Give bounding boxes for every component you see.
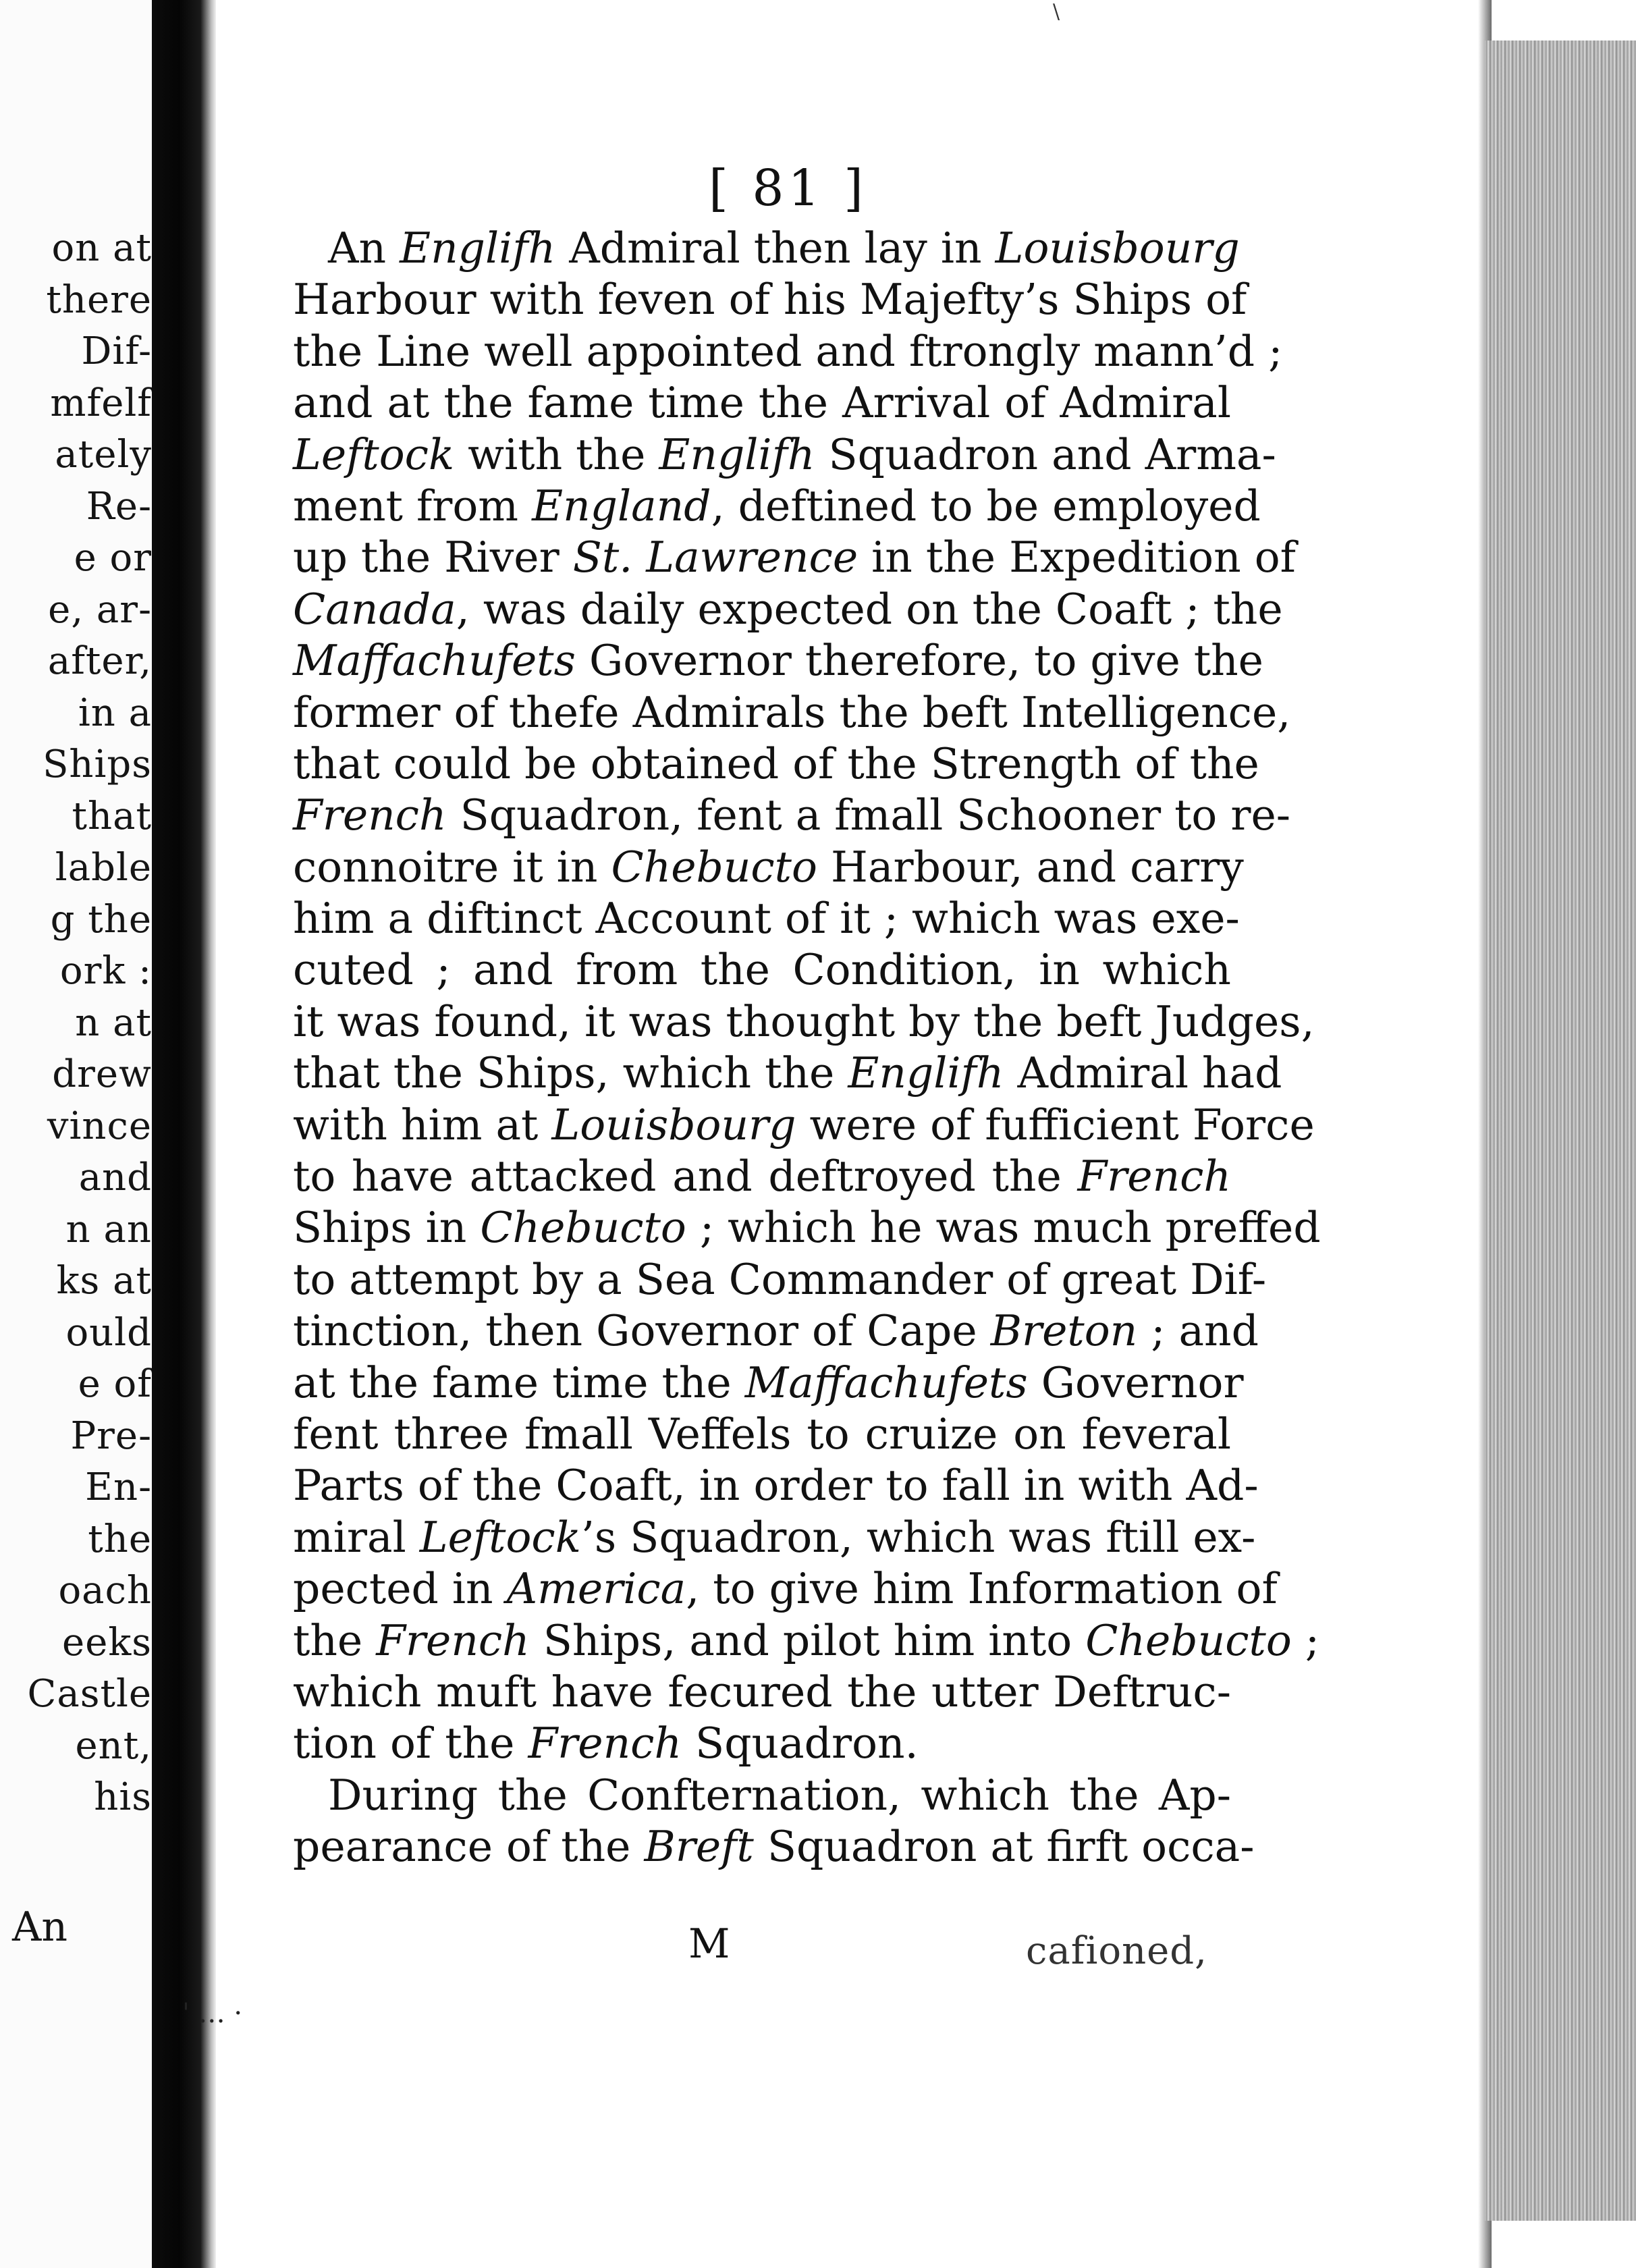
left-page-line: n at (75, 1000, 152, 1045)
page-stack-edge (1485, 40, 1636, 2221)
left-page-catchword: An (12, 1904, 67, 1951)
top-mark: \ (1053, 0, 1060, 24)
left-page-line: g the (50, 897, 152, 942)
left-page-line: oach (58, 1569, 152, 1613)
text-line: which muft have fecured the utter Deftruc- (293, 1667, 1231, 1717)
left-page-line: e or (74, 536, 152, 580)
left-page-line: e, ar- (48, 587, 152, 632)
text-line: and at the fame time the Arrival of Admiral (293, 378, 1231, 428)
text-line: tion of the French Squadron. (293, 1719, 919, 1769)
left-page-line: Re- (86, 484, 152, 529)
left-page-line: eeks (62, 1620, 152, 1665)
left-page-line: Pre- (70, 1413, 152, 1458)
text-line: fent three fmall Veffels to cruize on feveral (293, 1409, 1231, 1459)
left-page-line: ately (55, 433, 152, 477)
text-line: that could be obtained of the Strength of the (293, 738, 1259, 788)
left-page-line: ould (65, 1310, 152, 1355)
text-line: Leftock with the Englifh Squadron and Arma- (293, 429, 1276, 479)
left-page-line: e of (78, 1362, 152, 1406)
text-line: him a diftinct Account of it ; which was exe- (293, 894, 1240, 944)
left-page-line: that (72, 794, 152, 838)
text-line: Maffachufets Governor therefore, to give the (293, 636, 1263, 686)
left-page-line: vince (47, 1104, 152, 1148)
text-line: miral Leftock’s Squadron, which was ftill ex- (293, 1512, 1256, 1562)
text-line: Parts of the Coaft, in order to fall in with Ad- (293, 1461, 1259, 1511)
left-page-line: ks at (56, 1259, 152, 1303)
left-page-line: after, (47, 639, 152, 683)
catchword: cafioned, (1026, 1929, 1207, 1973)
left-page-line: mfelf (50, 381, 152, 425)
text-line: An Englifh Admiral then lay in Louisbourg (328, 223, 1240, 273)
text-line: at the fame time the Maffachufets Governor (293, 1357, 1244, 1407)
left-page-line: there (46, 277, 152, 322)
left-page-line: the (88, 1517, 152, 1561)
text-line: cuted ; and from the Condition, in which (293, 945, 1231, 995)
text-line: During the Confternation, which the Ap- (328, 1770, 1231, 1820)
text-line: the Line well appointed and ftrongly mann’d ; (293, 326, 1283, 376)
left-page-line: Dif- (81, 329, 152, 373)
text-line: up the River St. Lawrence in the Expedition of (293, 533, 1296, 583)
left-page-line: En- (85, 1465, 152, 1509)
book-gutter (152, 0, 216, 2268)
text-line: to have attacked and deftroyed the French (293, 1152, 1231, 1202)
left-page-line: ent, (75, 1723, 152, 1768)
left-page-text-edge (24, 223, 152, 1824)
text-line: former of thefe Admirals the beft Intelligence, (293, 687, 1291, 737)
text-line: that the Ships, which the Englifh Admiral had (293, 1048, 1282, 1098)
left-page-line: in a (78, 691, 152, 735)
text-line: with him at Louisbourg were of fufficient Force (293, 1100, 1315, 1150)
text-line: the French Ships, and pilot him into Chebucto (293, 1615, 1292, 1665)
left-page-line: n an (65, 1207, 152, 1251)
signature-mark: M (688, 1920, 730, 1968)
text-line: pearance of the Breft Squadron at firft occa- (293, 1822, 1255, 1872)
text-line: pected in America, to give him Information of (293, 1564, 1278, 1614)
left-page-line: drew (52, 1052, 152, 1096)
text-line: ment from England, deftined to be employed (293, 481, 1261, 531)
text-line: to attempt by a Sea Commander of great Dif- (293, 1254, 1267, 1304)
left-page-line: ork : (59, 949, 152, 993)
left-page-line: and (78, 1156, 152, 1199)
left-page-line: on at (51, 226, 152, 270)
text-line: Ships in Chebucto ; which he was much preffed (293, 1203, 1321, 1253)
text-line: it was found, it was thought by the beft Judges, (293, 996, 1315, 1046)
text-line: tinction, then Governor of Cape Breton ; and (293, 1306, 1259, 1356)
text-line: French Squadron, fent a fmall Schooner to re- (293, 790, 1291, 840)
left-page-line: Ships (43, 742, 152, 786)
page-number: [ 81 ] (709, 159, 867, 217)
stray-marks: ' … · (182, 1998, 243, 2029)
left-page-line: his (94, 1775, 152, 1819)
text-line: Harbour with feven of his Majefty’s Ships of (293, 275, 1247, 325)
body-text (293, 223, 1321, 1873)
left-page-line: lable (55, 846, 152, 890)
text-line: connoitre it in Chebucto Harbour, and carry (293, 842, 1244, 892)
text-line: Canada, was daily expected on the Coaft ; the (293, 584, 1283, 634)
left-facing-page (0, 0, 152, 2268)
left-page-line: Castle (27, 1672, 152, 1716)
